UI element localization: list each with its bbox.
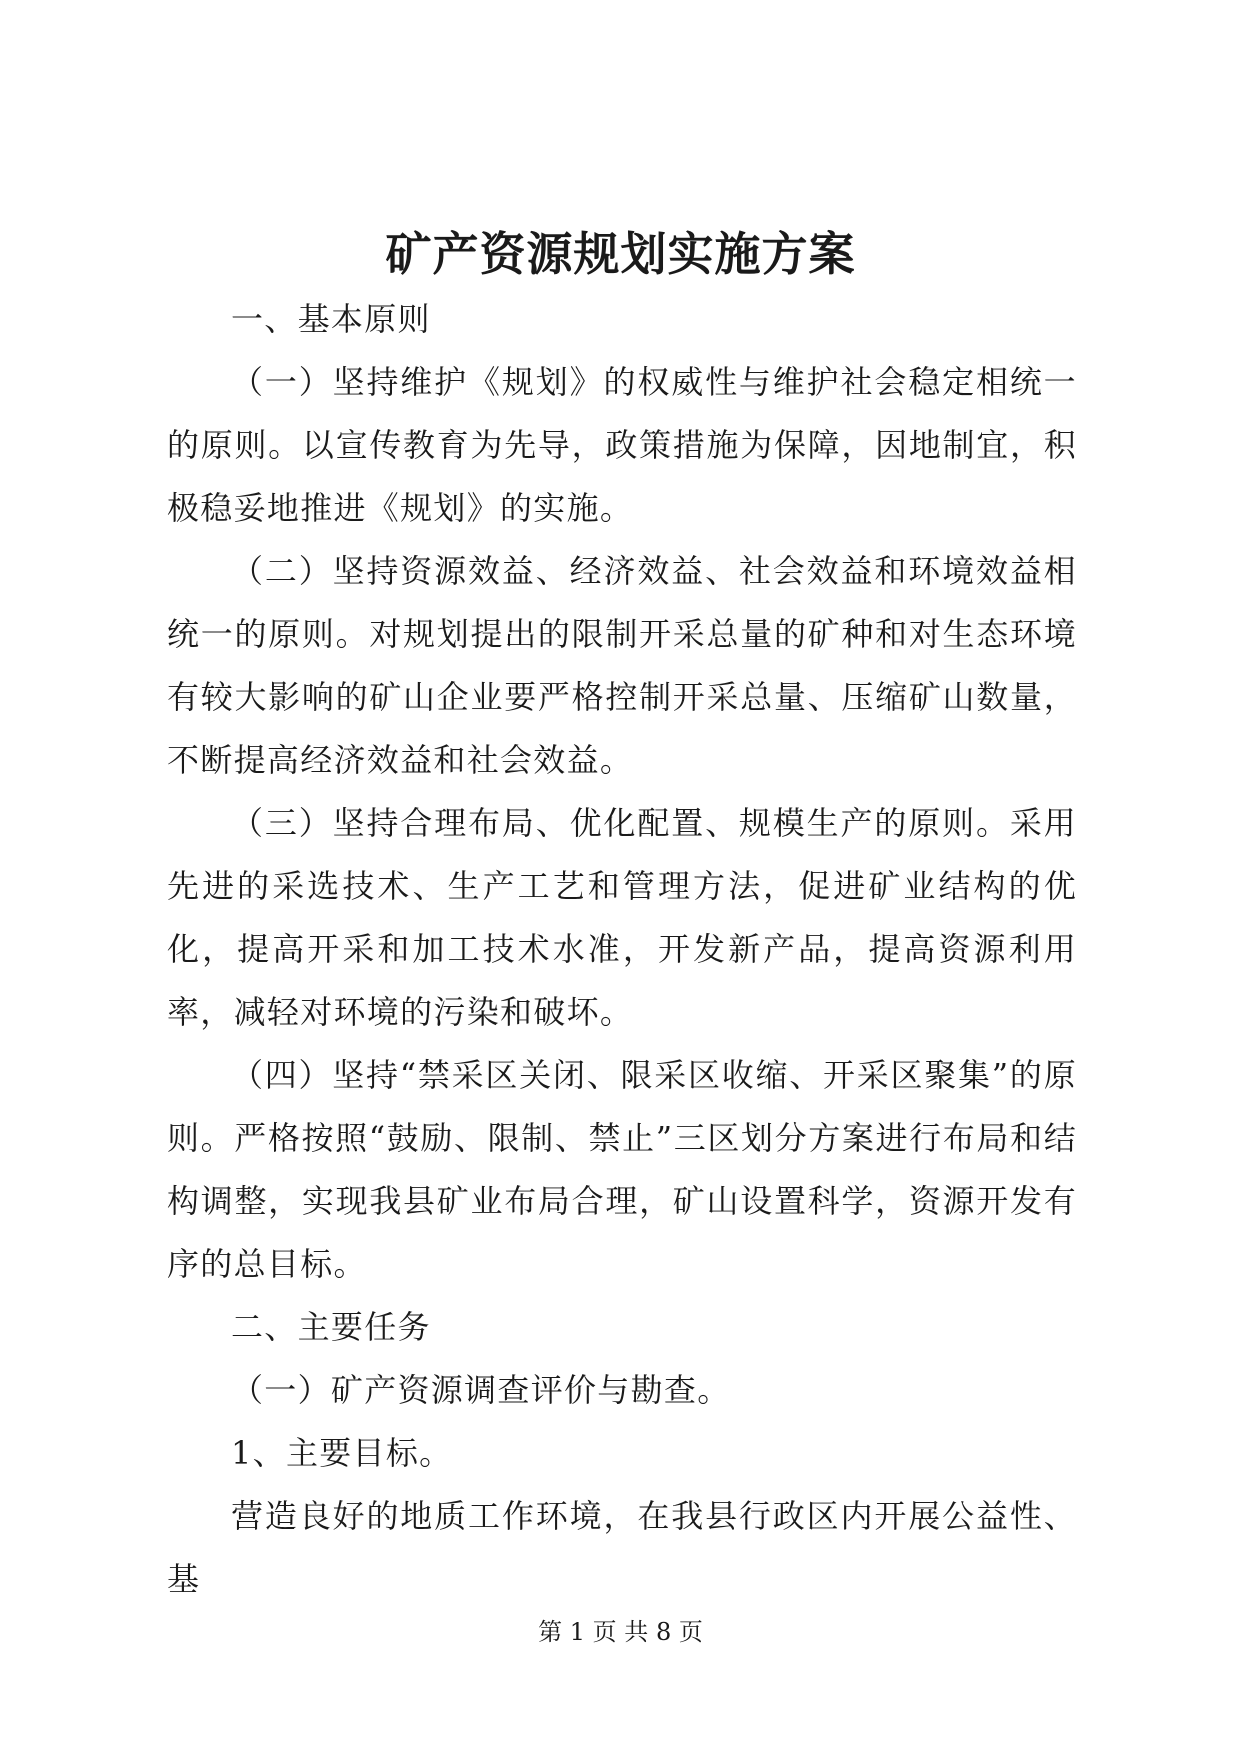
principle-paragraph-4: （四）坚持“禁采区关闭、限采区收缩、开采区聚集”的原则。严格按照“鼓励、限制、禁止”三区划分方案进行布局和结构调整，实现我县矿业布局合理，矿山设置科学，资源开发有序的总目标。 — [167, 1056, 1077, 1283]
principle-paragraph-3: （三）坚持合理布局、优化配置、规模生产的原则。采用先进的采选技术、生产工艺和管理方法，促进矿业结构的优化，提高开采和加工技术水准，开发新产品，提高资源利用率，减轻对环境的污染和破坏。 — [167, 804, 1077, 1031]
document-body — [167, 288, 1077, 1611]
principle-paragraph-1: （一）坚持维护《规划》的权威性与维护社会稳定相统一的原则。以宣传教育为先导，政策措施为保障，因地制宜，积极稳妥地推进《规划》的实施。 — [167, 363, 1077, 527]
body-paragraph-goal: 营造良好的地质工作环境，在我县行政区内开展公益性、基 — [167, 1497, 1077, 1598]
item-heading-main-goal: 1、主要目标。 — [231, 1434, 453, 1472]
document-title: 矿产资源规划实施方案 — [385, 227, 856, 281]
section-heading-basic-principles: 一、基本原则 — [231, 300, 431, 338]
subsection-heading-survey: （一）矿产资源调查评价与勘查。 — [231, 1371, 731, 1409]
section-heading-main-tasks: 二、主要任务 — [231, 1308, 431, 1346]
page-footer: 第 1 页 共 8 页 — [538, 1618, 703, 1646]
principle-paragraph-2: （二）坚持资源效益、经济效益、社会效益和环境效益相统一的原则。对规划提出的限制开采总量的矿种和对生态环境有较大影响的矿山企业要严格控制开采总量、压缩矿山数量，不断提高经济效益和社会效益。 — [167, 552, 1077, 779]
